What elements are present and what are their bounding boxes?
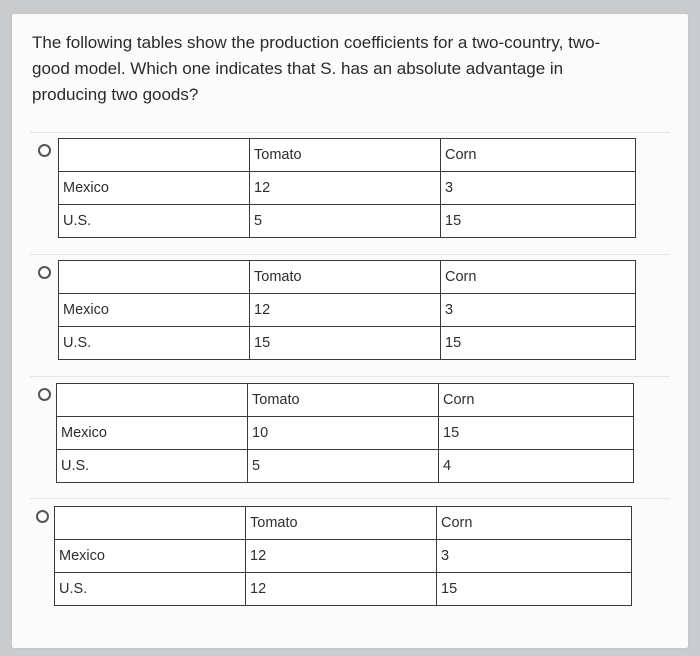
table-cell: Corn [441, 139, 636, 172]
question-line-3: producing two goods? [32, 85, 199, 104]
table-cell: 12 [250, 294, 441, 327]
table-row [57, 417, 634, 450]
table-cell [57, 384, 248, 417]
table-row [57, 450, 634, 483]
question-line-2: good model. Which one indicates that S. has an absolute advantage in [32, 59, 564, 78]
answer-option-2[interactable] [30, 254, 670, 374]
radio-button-option-1[interactable] [38, 144, 51, 157]
table-cell [59, 261, 250, 294]
table-cell: 15 [441, 205, 636, 238]
table-cell: 12 [250, 172, 441, 205]
table-cell: Tomato [250, 261, 441, 294]
table-cell: 5 [248, 450, 439, 483]
table-cell: 3 [437, 540, 632, 573]
table-row [59, 327, 636, 360]
table-header-row [59, 139, 636, 172]
answer-option-1[interactable] [30, 132, 670, 252]
table-row [59, 205, 636, 238]
answer-option-3[interactable] [30, 376, 670, 498]
table-cell: Corn [439, 384, 634, 417]
table-header-row [55, 507, 632, 540]
table-cell: 4 [439, 450, 634, 483]
table-cell: 10 [248, 417, 439, 450]
option-3-table [56, 383, 634, 483]
table-cell: Corn [437, 507, 632, 540]
table-cell: 15 [250, 327, 441, 360]
question-text [32, 30, 632, 108]
table-cell: 15 [441, 327, 636, 360]
table-cell: Mexico [59, 172, 250, 205]
table-row [59, 172, 636, 205]
option-2-table [58, 260, 636, 360]
table-cell: Mexico [55, 540, 246, 573]
table-cell: U.S. [55, 573, 246, 606]
table-cell: 15 [437, 573, 632, 606]
radio-button-option-4[interactable] [36, 510, 49, 523]
table-cell: U.S. [57, 450, 248, 483]
table-row [55, 540, 632, 573]
table-cell: Mexico [57, 417, 248, 450]
option-4-table [54, 506, 632, 606]
table-header-row [59, 261, 636, 294]
table-cell [59, 139, 250, 172]
question-card [12, 14, 688, 648]
table-cell: U.S. [59, 205, 250, 238]
table-header-row [57, 384, 634, 417]
option-1-table [58, 138, 636, 238]
table-cell: Tomato [250, 139, 441, 172]
answer-option-4[interactable] [30, 498, 670, 624]
table-row [55, 573, 632, 606]
table-cell: Tomato [246, 507, 437, 540]
radio-button-option-3[interactable] [38, 388, 51, 401]
table-cell: Tomato [248, 384, 439, 417]
table-cell: 15 [439, 417, 634, 450]
table-cell: Corn [441, 261, 636, 294]
radio-button-option-2[interactable] [38, 266, 51, 279]
table-row [59, 294, 636, 327]
table-cell: 3 [441, 294, 636, 327]
table-cell: 5 [250, 205, 441, 238]
table-cell: Mexico [59, 294, 250, 327]
table-cell: 12 [246, 540, 437, 573]
table-cell: 12 [246, 573, 437, 606]
question-line-1: The following tables show the production coefficients for a two-country, two- [32, 33, 601, 52]
table-cell [55, 507, 246, 540]
table-cell: 3 [441, 172, 636, 205]
table-cell: U.S. [59, 327, 250, 360]
